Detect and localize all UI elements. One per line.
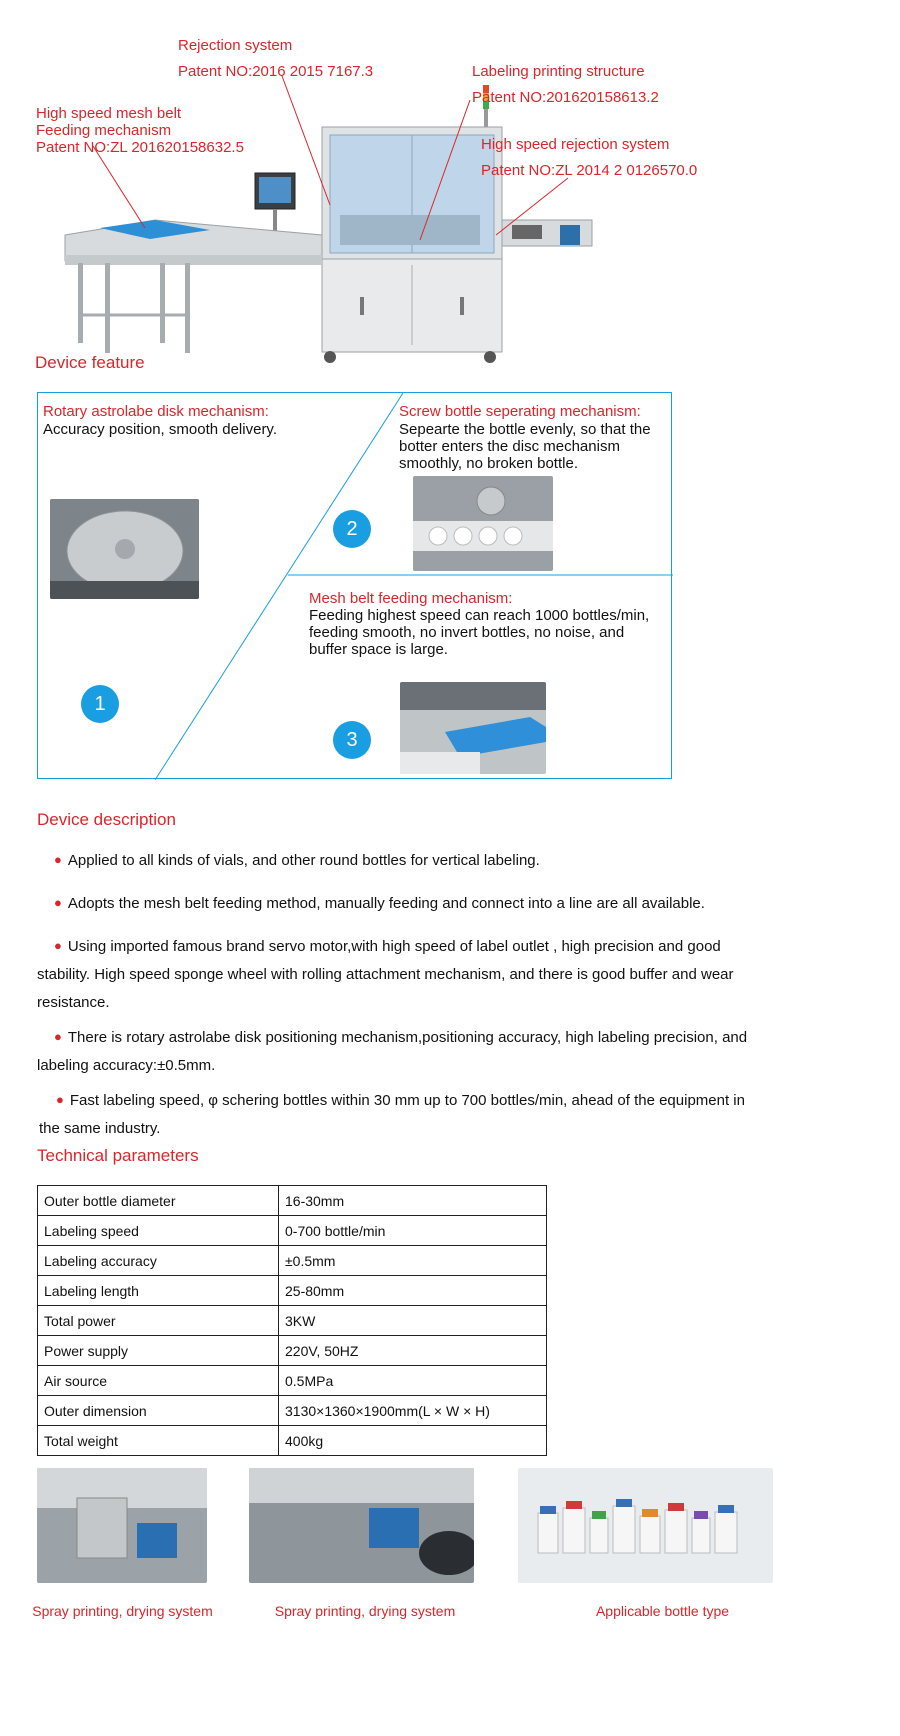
labeling-patent: Patent NO:201620158613.2 [472,89,659,106]
table-row [38,1336,547,1366]
mesh-belt-line2: Feeding mechanism [36,122,172,139]
param-name: Total weight [38,1426,279,1456]
parameters-table [37,1185,547,1456]
param-value: 25-80mm [279,1276,547,1306]
bullet-dot: ● [54,1029,62,1044]
feature3-title: Mesh belt feeding mechanism: [309,590,513,607]
bullet-dot: ● [56,1092,64,1107]
description-bullet-2-text: Adopts the mesh belt feeding method, manually feeding and connect into a line are all available. [67,895,705,912]
table-row [38,1276,547,1306]
bullet-dot: ● [54,852,62,867]
feature3-number-badge: 3 [333,721,371,759]
mesh-belt-photo [400,682,546,774]
device-description-title: Device description [37,810,176,829]
feature1-number-badge: 1 [81,685,119,723]
table-row [38,1246,547,1276]
table-row [38,1366,547,1396]
description-bullet-5 [39,1086,879,1143]
param-value: 16-30mm [279,1186,547,1216]
param-name: Power supply [38,1336,279,1366]
labeling-title: Labeling printing structure [472,63,645,80]
feature3-text-line1: Feeding highest speed can reach 1000 bottles/min, [309,607,650,624]
param-name: Labeling speed [38,1216,279,1246]
feature2-text-line2: botter enters the disc mechanism [399,438,620,455]
param-value: 220V, 50HZ [279,1336,547,1366]
description-bullet-3-line3: resistance. [37,994,110,1011]
param-name: Total power [38,1306,279,1336]
description-bullet-3 [37,932,877,1017]
bullet-dot: ● [54,938,62,953]
param-value: 3KW [279,1306,547,1336]
table-row [38,1186,547,1216]
description-bullet-4-line1: There is rotary astrolabe disk positioning mechanism,positioning accuracy, high labeling precision, and [67,1029,748,1046]
feature1-text: Accuracy position, smooth delivery. [43,421,277,438]
description-bullet-3-line2: stability. High speed sponge wheel with rolling attachment mechanism, and there is good buffer and wear [37,966,734,983]
mesh-belt-line1: High speed mesh belt [36,105,182,122]
device-feature-title: Device feature [35,353,145,372]
rejection-patent: Patent NO:2016 2015 7167.3 [178,63,374,80]
param-name: Outer bottle diameter [38,1186,279,1216]
spray-printing-photo-1 [37,1468,207,1583]
feature2-title: Screw bottle seperating mechanism: [399,403,641,420]
param-value: ±0.5mm [279,1246,547,1276]
feature2-text-line1: Sepearte the bottle evenly, so that the [399,421,651,438]
hs-rejection-patent: Patent NO:ZL 2014 2 0126570.0 [481,162,698,179]
description-bullet-2 [54,889,705,918]
feature1-title: Rotary astrolabe disk mechanism: [43,403,269,420]
astrolabe-disk-photo [50,499,199,599]
bullet-dot: ● [54,895,62,910]
caption-bottle-type: Applicable bottle type [595,1603,730,1619]
rejection-title: Rejection system [178,37,293,54]
screw-separator-photo [413,476,553,571]
description-bullet-3-line1: Using imported famous brand servo motor,with high speed of label outlet , high precision and good [67,938,721,955]
description-bullet-5-line2: the same industry. [39,1120,161,1137]
description-bullet-1-text: Applied to all kinds of vials, and other round bottles for vertical labeling. [67,852,540,869]
param-name: Labeling length [38,1276,279,1306]
table-row [38,1426,547,1456]
bottle-types-photo [518,1468,773,1583]
caption-spray-printing-1: Spray printing, drying system [32,1603,213,1619]
param-value: 0.5MPa [279,1366,547,1396]
param-name: Labeling accuracy [38,1246,279,1276]
technical-parameters-title: Technical parameters [37,1146,199,1165]
description-bullet-4-line2: labeling accuracy:±0.5mm. [37,1057,216,1074]
feature3-text-line2: feeding smooth, no invert bottles, no noise, and [309,624,625,641]
param-name: Air source [38,1366,279,1396]
description-bullet-1 [54,846,540,875]
feature2-number-badge: 2 [333,510,371,548]
param-value: 0-700 bottle/min [279,1216,547,1246]
description-bullet-4 [37,1023,877,1080]
description-bullet-5-line1: Fast labeling speed, φ schering bottles within 30 mm up to 700 bottles/min, ahead of the equipment in [69,1092,745,1109]
param-name: Outer dimension [38,1396,279,1426]
table-row [38,1396,547,1426]
table-row [38,1216,547,1246]
param-value: 3130×1360×1900mm(L × W × H) [279,1396,547,1426]
hs-rejection-title: High speed rejection system [481,136,670,153]
spray-printing-photo-2 [249,1468,474,1583]
feature2-text-line3: smoothly, no broken bottle. [399,455,578,472]
table-row [38,1306,547,1336]
param-value: 400kg [279,1426,547,1456]
feature3-text-line3: buffer space is large. [309,641,448,658]
mesh-belt-patent: Patent NO:ZL 201620158632.5 [36,139,244,156]
caption-spray-printing-2: Spray printing, drying system [274,1603,456,1619]
